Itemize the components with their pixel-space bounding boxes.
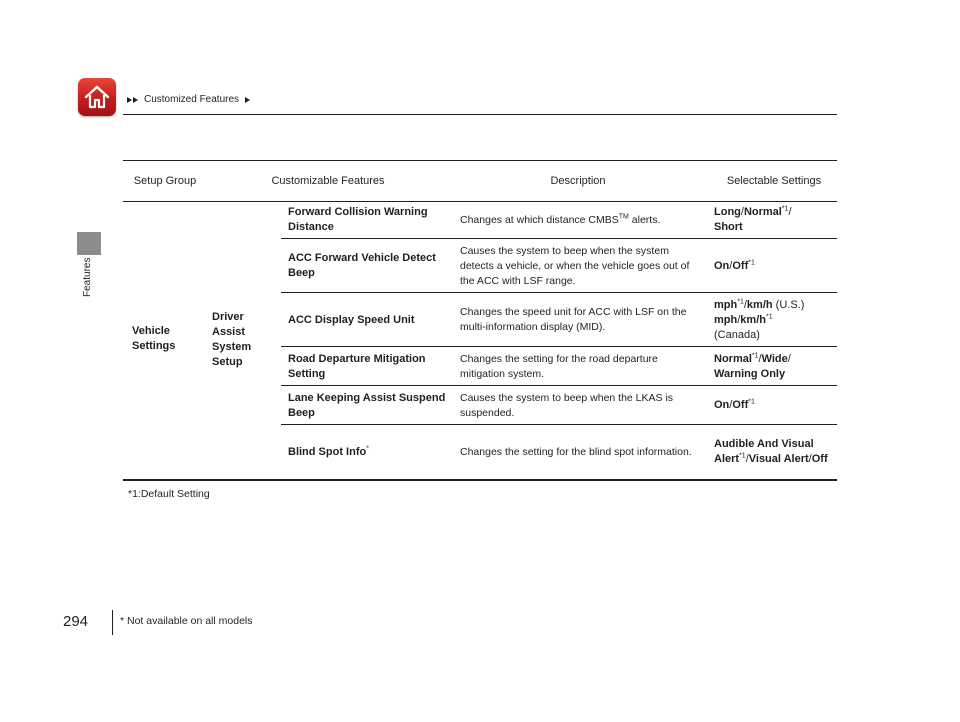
description-row: Changes the speed unit for ACC with LSF on the multi-information display (MID). [460, 306, 687, 333]
settings-row [714, 387, 835, 424]
setting-option: Off [732, 399, 749, 411]
section-label: Features [82, 258, 93, 298]
feature-fcw-distance: Forward Collision Warning Distance [288, 206, 428, 233]
description-row: Changes the setting for the blind spot information. [460, 445, 692, 458]
setting-option: Normal [714, 352, 752, 365]
setting-option: mph [714, 298, 738, 311]
settings-row [714, 426, 835, 478]
feature-acc-speed-unit: ACC Display Speed Unit [288, 313, 415, 326]
feature-acc-detect-beep: ACC Forward Vehicle Detect Beep [288, 252, 436, 279]
setting-option: Warning Only [714, 367, 786, 380]
settings-row [714, 294, 835, 346]
setting-option: *1 [781, 205, 789, 213]
setting-option: km/h [740, 313, 766, 326]
setting-option: / [787, 352, 791, 365]
breadcrumb-link[interactable]: Customized Features [144, 94, 240, 105]
header-setup-group: Setup Group [133, 175, 197, 187]
section-tab[interactable] [77, 232, 101, 255]
setting-option: Short [714, 221, 743, 233]
breadcrumb-arrows-icon [127, 97, 138, 103]
setting-option: *1 [751, 351, 759, 359]
description-row: Causes the system to beep when the LKAS is suspended. [460, 391, 674, 419]
feature-lkas-beep: Lane Keeping Assist Suspend Beep [288, 391, 446, 419]
setting-option: On [714, 399, 730, 411]
description-row: Changes the setting for the road departure mitigation system. [460, 352, 658, 380]
header-customizable-features: Customizable Features [271, 175, 385, 187]
setting-option: mph [714, 313, 738, 326]
header-description: Description [550, 175, 606, 187]
footer-divider [112, 610, 113, 635]
setting-option: / [737, 313, 741, 326]
home-button[interactable] [78, 78, 116, 116]
setting-option: (U.S.) [772, 298, 805, 311]
setting-option: / [740, 206, 744, 218]
setting-option: / [743, 298, 747, 311]
setting-option: *1 [737, 297, 744, 305]
setting-option: / [788, 206, 792, 218]
setting-option: Off [811, 453, 828, 465]
row-divider [281, 238, 837, 239]
footnote: *1:Default Setting [128, 488, 210, 500]
settings-row [714, 240, 835, 292]
feature-blind-spot-info: Blind Spot Info* [288, 444, 369, 458]
breadcrumb [127, 94, 250, 105]
header-selectable-settings: Selectable Settings [726, 175, 822, 187]
description-row: Causes the system to beep when the system detects a vehicle, or when the vehicle goes out of the ACC with LSF range. [460, 244, 690, 287]
description-row: Changes at which distance CMBS™ alerts. [460, 213, 661, 226]
setting-option: *1 [748, 398, 755, 406]
subgroup-label: Driver Assist System Setup [212, 311, 252, 368]
setting-option: Wide [761, 352, 788, 365]
setting-option: *1 [765, 312, 773, 320]
row-divider [281, 346, 837, 347]
availability-note: * Not available on all models [120, 615, 253, 627]
setting-option: km/h [746, 298, 773, 311]
setting-option: *1 [739, 452, 746, 460]
table-bottom-rule [123, 479, 837, 481]
setting-option: *1 [748, 258, 755, 266]
setting-option: On [714, 259, 730, 272]
breadcrumb-arrow-icon [245, 97, 250, 103]
row-divider [281, 385, 837, 386]
setting-option: Audible And Visual Alert [714, 438, 814, 465]
setting-option: / [758, 352, 762, 365]
setting-option: Off [732, 259, 749, 272]
row-divider [281, 292, 837, 293]
header-rule [123, 114, 837, 115]
feature-road-departure: Road Departure Mitigation Setting [288, 352, 426, 380]
page-number: 294 [63, 613, 89, 630]
settings-row [714, 348, 835, 385]
home-icon [83, 83, 111, 111]
setting-option: / [729, 399, 733, 411]
table-header [123, 160, 837, 202]
row-divider [281, 424, 837, 425]
setting-option: Normal [743, 206, 782, 218]
setting-option: Long [714, 206, 741, 218]
setting-option: / [729, 259, 733, 272]
setting-option: / [808, 453, 812, 465]
settings-row [714, 202, 835, 238]
setting-option: (Canada) [714, 328, 760, 341]
group-label: Vehicle Settings [132, 325, 176, 352]
setting-option: / [745, 453, 749, 465]
setting-option: Visual Alert [748, 453, 809, 465]
